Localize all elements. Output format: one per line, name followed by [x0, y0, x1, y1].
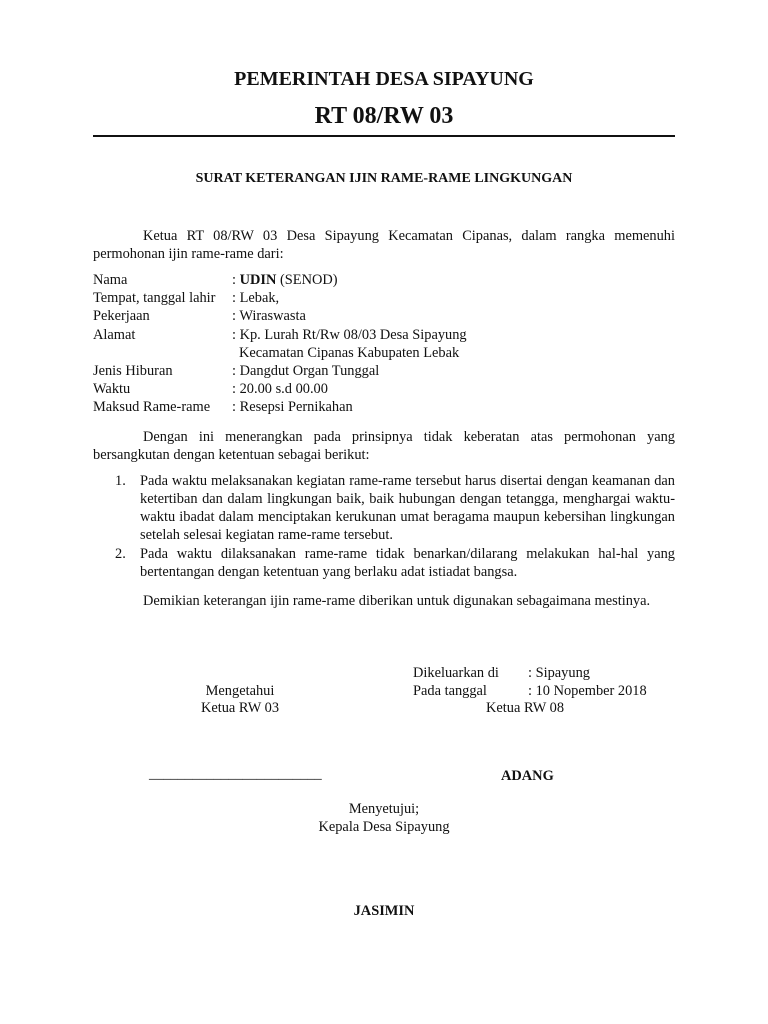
identity-value: : Dangdut Organ Tunggal: [232, 363, 380, 379]
right-signer-name: ADANG: [501, 768, 554, 784]
identity-label: Maksud Rame-rame: [93, 399, 211, 415]
condition-item: Pada waktu dilaksanakan rame-rame tidak benarkan/dilarang melakukan hal-hal yang bertentangan dengan ketentuan yang berlaku adat istiadat bangsa.: [140, 546, 675, 580]
approver-name: JASIMIN: [353, 903, 415, 919]
identity-label: Pekerjaan: [93, 308, 150, 324]
identity-label: Nama: [93, 272, 128, 288]
identity-value: : Kp. Lurah Rt/Rw 08/03 Desa Sipayung: [232, 327, 467, 343]
list-number: 2.: [115, 546, 126, 562]
applicant-alias: (SENOD): [276, 272, 338, 288]
identity-value: : UDIN (SENOD): [232, 272, 338, 288]
intro-paragraph: Ketua RT 08/RW 03 Desa Sipayung Kecamatan Cipanas, dalam rangka memenuhi permohonan ijin rame-rame dari:: [93, 228, 675, 262]
government-header: PEMERINTAH DESA SIPAYUNG: [234, 68, 534, 90]
issued-date-label: Pada tanggal: [413, 683, 487, 699]
issued-date-value: : 10 Nopember 2018: [528, 683, 647, 699]
identity-value: : Lebak,: [232, 290, 280, 306]
identity-label: Waktu: [93, 381, 131, 397]
closing-paragraph: Demikian keterangan ijin rame-rame diberikan untuk digunakan sebagaimana mestinya.: [143, 593, 651, 609]
condition-item: Pada waktu melaksanakan kegiatan rame-rame tersebut harus disertai dengan keamanan dan ketertiban dan dalam lingkungan baik, baik hubungan dengan tetangga, menghargai waktu-waktu ibadat dalam menciptakan kerukunan umat beragama maupun kebersihan lingkungan setelah selesai kegiatan rame-rame tersebut.: [140, 473, 675, 543]
left-signer-title: Ketua RW 03: [200, 700, 280, 716]
approver-title: Kepala Desa Sipayung: [318, 819, 450, 835]
document-title: SURAT KETERANGAN IJIN RAME-RAME LINGKUNGAN: [195, 171, 573, 186]
identity-value: : 20.00 s.d 00.00: [232, 381, 328, 397]
right-signer-title: Ketua RW 08: [486, 700, 565, 716]
acknowledge-label: Mengetahui: [205, 683, 275, 699]
issued-place-label: Dikeluarkan di: [413, 665, 499, 681]
header-divider: [93, 135, 675, 137]
rt-rw-header: RT 08/RW 03: [314, 103, 454, 129]
identity-label: Tempat, tanggal lahir: [93, 290, 216, 306]
identity-value: : Wiraswasta: [232, 308, 306, 324]
identity-label: Jenis Hiburan: [93, 363, 173, 379]
identity-label: Alamat: [93, 327, 136, 343]
left-signature-line: ________________________: [149, 766, 322, 782]
approval-label: Menyetujui;: [348, 801, 420, 817]
applicant-name: UDIN: [239, 272, 277, 288]
identity-value: : Resepsi Pernikahan: [232, 399, 353, 415]
identity-value: Kecamatan Cipanas Kabupaten Lebak: [239, 345, 460, 361]
issued-place-value: : Sipayung: [528, 665, 590, 681]
statement-paragraph: Dengan ini menerangkan pada prinsipnya tidak keberatan atas permohonan yang bersangkutan dengan ketentuan sebagai berikut:: [93, 429, 675, 463]
list-number: 1.: [115, 473, 126, 489]
